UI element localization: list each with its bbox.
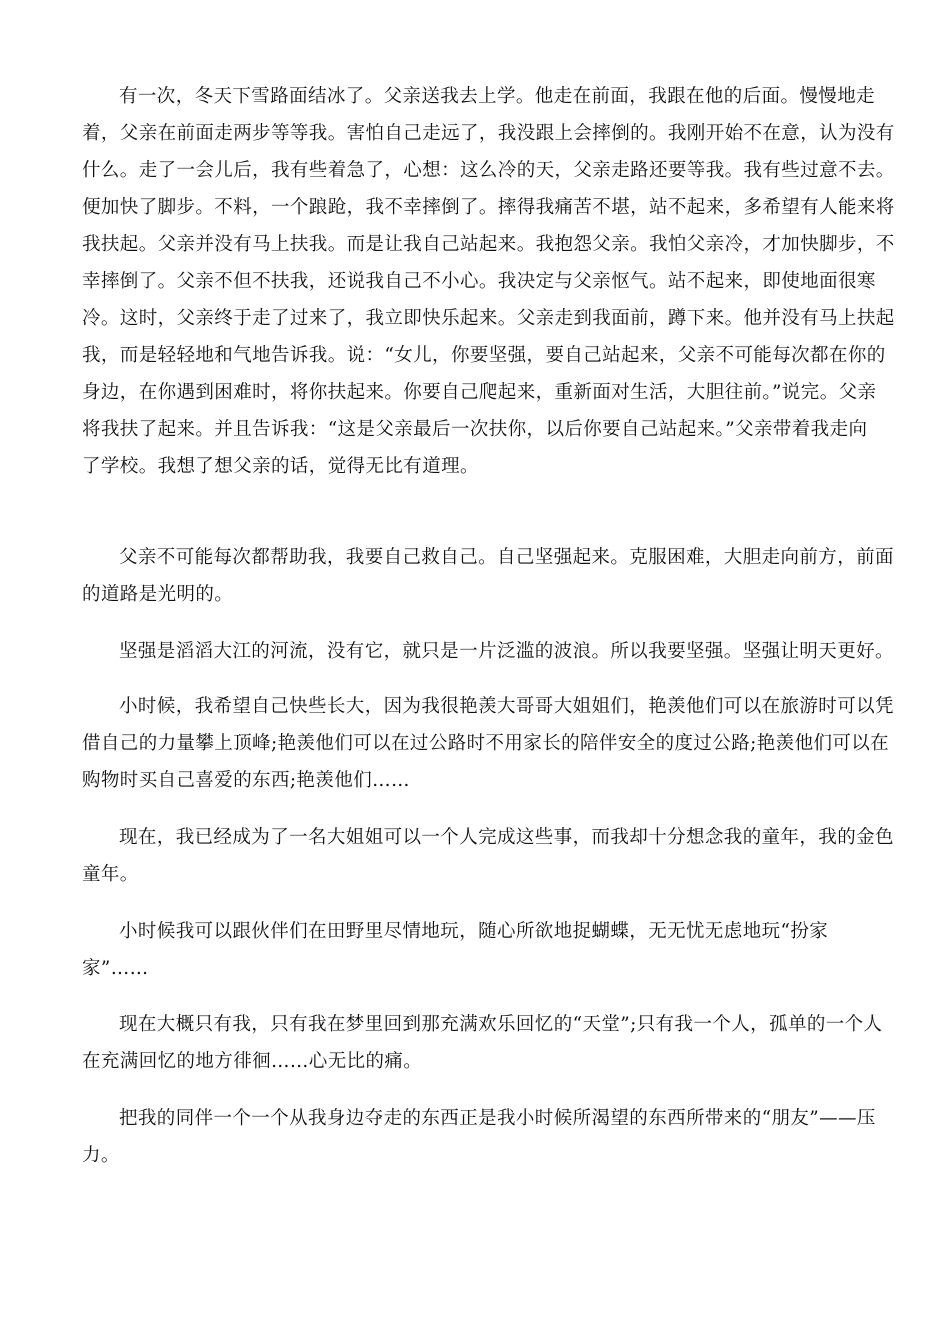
text-line: 小时候我可以跟伙伴们在田野里尽情地玩，随心所欲地捉蝴蝶，无无忧无虑地玩“扮家 [119, 921, 829, 942]
text-line: 把我的同伴一个一个从我身边夺走的东西正是我小时候所渴望的东西所带来的“朋友”——压 [119, 1108, 876, 1129]
text-line: 冷。这时，父亲终于走了过来了，我立即快乐起来。父亲走到我面前，蹲下来。他并没有马上扶起 [82, 308, 895, 329]
text-line: 借自己的力量攀上顶峰;艳羡他们可以在过公路时不用家长的陪伴安全的度过公路;艳羡他们可以在 [82, 733, 890, 754]
text-line: 身边，在你遇到困难时，将你扶起来。你要自己爬起来，重新面对生活，大胆往前。”说完。父亲 [82, 382, 877, 403]
paragraph-help-myself [82, 539, 894, 613]
text-line: 将我扶了起来。并且告诉我：“这是父亲最后一次扶你，以后你要自己站起来。”父亲带着我走向 [82, 419, 868, 440]
text-line: 了学校。我想了想父亲的话，觉得无比有道理。 [82, 456, 479, 477]
paragraph-dream-paradise [82, 1006, 883, 1080]
text-line: 我扶起。父亲并没有马上扶我。而是让我自己站起来。我抱怨父亲。我怕父亲冷，才加快脚步，不 [82, 234, 895, 255]
text-line: 有一次，冬天下雪路面结冰了。父亲送我去上学。他走在前面，我跟在他的后面。慢慢地走 [119, 86, 876, 107]
text-line: 购物时买自己喜爱的东西;艳羡他们…… [82, 770, 410, 791]
text-line: 我，而是轻轻地和气地告诉我。说：“女儿，你要坚强，要自己站起来，父亲不可能每次都在你的 [82, 345, 886, 366]
text-line: 家”…… [82, 958, 149, 979]
text-line: 小时候，我希望自己快些长大，因为我很艳羡大哥哥大姐姐们，艳羡他们可以在旅游时可以凭 [119, 696, 894, 717]
paragraph-childhood-wish [82, 688, 894, 799]
text-line: 幸摔倒了。父亲不但不扶我，还说我自己不小心。我决定与父亲怄气。站不起来，即使地面很寒 [82, 271, 876, 292]
text-line: 现在，我已经成为了一名大姐姐可以一个人完成这些事，而我却十分想念我的童年，我的金色 [119, 827, 894, 848]
text-line: 童年。 [82, 864, 139, 885]
text-line: 的道路是光明的。 [82, 584, 234, 605]
paragraph-playing-fields [82, 913, 862, 987]
text-line: 什么。走了一会儿后，我有些着急了，心想：这么冷的天，父亲走路还要等我。我有些过意不去。 [82, 160, 895, 181]
text-line: 现在大概只有我，只有我在梦里回到那充满欢乐回忆的“天堂”;只有我一个人，孤单的一个人 [119, 1014, 883, 1035]
paragraph-strength [82, 633, 894, 670]
paragraph-father-snow-story [82, 78, 895, 485]
text-line: 在充满回忆的地方徘徊……心无比的痛。 [82, 1051, 423, 1072]
text-line: 父亲不可能每次都帮助我，我要自己救自己。自己坚强起来。克服困难，大胆走向前方，前面 [119, 547, 894, 568]
paragraph-pressure [82, 1100, 876, 1174]
text-line: 便加快了脚步。不料，一个踉跄，我不幸摔倒了。摔得我痛苦不堪，站不起来，多希望有人能来将 [82, 197, 895, 218]
text-line: 力。 [82, 1145, 120, 1166]
paragraph-golden-childhood [82, 819, 894, 893]
text-line: 着，父亲在前面走两步等等我。害怕自己走远了，我没跟上会摔倒的。我刚开始不在意，认为没有 [82, 123, 895, 144]
text-line: 坚强是滔滔大江的河流，没有它，就只是一片泛滥的波浪。所以我要坚强。坚强让明天更好。 [119, 641, 894, 662]
